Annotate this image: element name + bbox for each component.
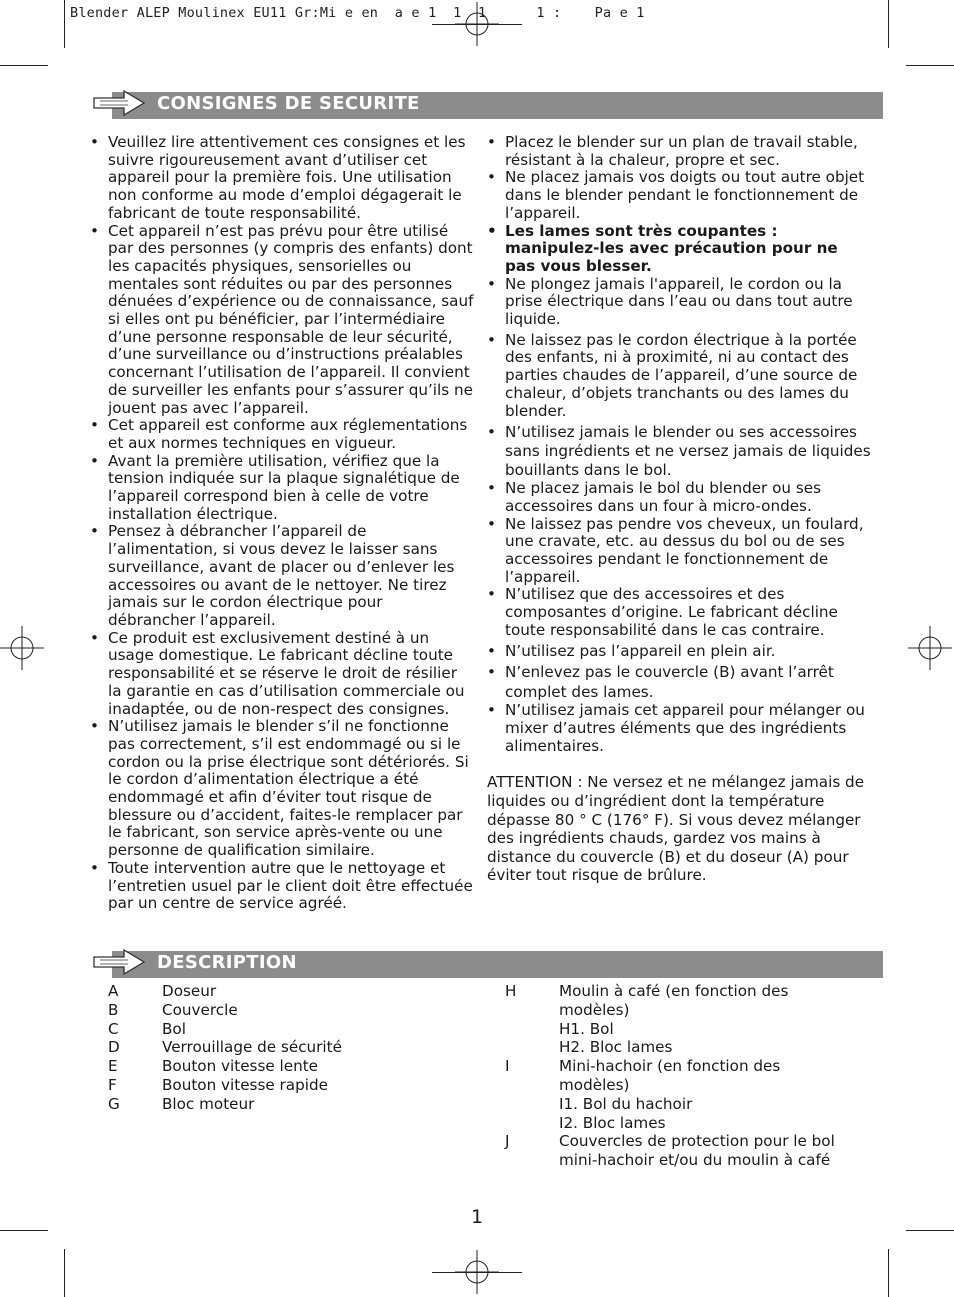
description-item [108,1057,468,1076]
section-title: DESCRIPTION [157,952,297,973]
description-item [108,1001,468,1020]
description-list-right [505,982,850,1170]
safety-item: • Avant la première utilisation, vérifiez que la tension indiquée sur la plaque signalétique de l’appareil correspond bien à celle de votre installation électrique. [90,453,474,524]
description-item [505,1114,850,1133]
safety-item: • Ne laissez pas le cordon électrique à la portée des enfants, ni à proximité, ni au contact des parties chaudes de l’appareil, d’une source de chaleur, d’objets tranchants ou des lames du blender. [487,332,871,421]
safety-item: • Ne placez jamais vos doigts ou tout autre objet dans le blender pendant le fonctionnement de l’appareil. [487,169,871,222]
item-label: Couvercles de protection pour le bol mini-hachoir et/ou du moulin à café [559,1132,835,1170]
item-label: Bol [162,1019,186,1038]
crop-mark [0,1230,48,1231]
item-letter: B [108,1000,119,1019]
registration-mark-icon [908,626,952,670]
item-letter: H [505,982,517,1000]
item-label: Moulin à café (en fonction des modèles) [559,982,789,1019]
attention-text: Ne versez et ne mélangez jamais de liquides ou d’ingrédient dont la température dépasse 80 ° C (176° F). Si vous devez mélanger des ingrédients chauds, gardez vos mains à distance du couvercle (B) et du doseur (A) pour éviter tout risque de brûlure. [487,773,865,885]
crop-mark [906,1230,954,1231]
description-item [108,1095,468,1114]
safety-item: • Ne laissez pas pendre vos cheveux, un foulard, une cravate, etc. au dessus du bol ou de ses accessoires pendant le fonctionnement de l’appareil. [487,516,871,587]
item-letter [505,1038,559,1057]
description-item [505,1038,850,1057]
crop-mark [64,1249,65,1297]
item-letter: C [108,1019,119,1038]
description-item [108,1038,468,1057]
item-letter [505,1020,559,1039]
crop-mark [888,0,889,48]
safety-item: • Cet appareil est conforme aux réglementations et aux normes techniques en vigueur. [90,417,474,452]
safety-item: • Ce produit est exclusivement destiné à un usage domestique. Le fabricant décline toute responsabilité et se réserve le droit de résilier la garantie en cas d’utilisation commerciale ou inadaptée, ou de non-respect des consignes. [90,630,474,719]
safety-item: • Pensez à débrancher l’appareil de l’alimentation, si vous devez le laisser sans surveillance, avant de placer ou d’enlever les accessoires ou avant de le nettoyer. Ne tirez jamais sur le cordon électrique pour débrancher l’appareil. [90,523,474,629]
safety-item: • N’utilisez jamais le blender s’il ne fonctionne pas correctement, s’il est endommagé ou si le cordon ou la prise électrique sont détériorés. Si le cordon d’alimentation électrique a été endommagé et afin d’éviter tout risque de blessure ou d’accident, faites-le remplacer par le fabricant, son service après-vente ou une personne de qualification similaire. [90,718,474,860]
item-label: H1. Bol [559,1019,614,1038]
page-number: 1 [471,1206,484,1228]
item-letter: G [108,1094,120,1113]
item-letter: F [108,1075,117,1094]
item-letter [505,1114,559,1133]
item-letter: I [505,1057,510,1076]
item-label: Doseur [162,982,217,1000]
arrow-icon [92,88,146,118]
safety-item: • N’enlevez pas le couvercle (B) avant l’arrêt complet des lames. [487,663,871,702]
safety-item: • N’utilisez jamais cet appareil pour mélanger ou mixer d’autres éléments que des ingrédients alimentaires. [487,702,871,755]
safety-item: • N’utilisez que des accessoires et des composantes d’origine. Le fabricant décline toute responsabilité dans le cas contraire. [487,586,871,639]
description-item [108,982,468,1001]
crop-mark [906,65,954,66]
safety-item: • Veuillez lire attentivement ces consignes et les suivre rigoureusement avant d’utiliser cet appareil pour la première fois. Une utilisation non conforme au mode d’emploi dégagerait le fabricant de toute responsabilité. [90,134,474,223]
crop-mark [0,65,48,66]
section-title: CONSIGNES DE SECURITE [157,93,420,114]
item-letter: J [505,1132,510,1151]
item-letter: D [108,1038,120,1057]
safety-column-right [487,134,871,885]
safety-item: • Placez le blender sur un plan de travail stable, résistant à la chaleur, propre et sec. [487,134,871,169]
item-label: Couvercle [162,1000,238,1019]
safety-item: • N’utilisez pas l’appareil en plein air. [487,643,871,661]
description-item [505,1095,850,1114]
item-label: Bouton vitesse lente [162,1057,319,1076]
item-label: Mini-hachoir (en fonction des modèles) [559,1057,781,1094]
item-label: I2. Bloc lames [559,1113,666,1132]
print-header: Blender ALEP Moulinex EU11 Gr:Mi e en a e 1 1 1 1 : Pa e 1 [70,5,645,21]
item-label: Verrouillage de sécurité [162,1038,342,1057]
safety-item: • Ne plongez jamais l'appareil, le cordon ou la prise électrique dans l’eau ou dans tout autre liquide. [487,276,871,329]
item-label: I1. Bol du hachoir [559,1094,693,1113]
description-item [505,982,850,1020]
item-label: Bloc moteur [162,1094,255,1113]
safety-column-left [90,134,474,913]
item-label: H2. Bloc lames [559,1038,673,1057]
attention-label: ATTENTION : [487,773,583,792]
safety-item: • N’utilisez jamais le blender ou ses accessoires sans ingrédients et ne versez jamais de liquides bouillants dans le bol. [487,423,871,480]
safety-item: • Cet appareil n’est pas prévu pour être utilisé par des personnes (y compris des enfants) dont les capacités physiques, sensorielles ou mentales sont réduites ou par des personnes dénuées d’expérience ou de connaissance, sauf si elles ont pu bénéficier, par l’intermédiaire d’une personne responsable de leur sécurité, d’une surveillance ou d’instructions préalables concernant l’utilisation de l’appareil. Il convient de surveiller les enfants pour s’assurer qu’ils ne jouent pas avec l’appareil. [90,223,474,418]
crop-mark [64,0,65,48]
description-item [505,1057,850,1095]
crop-mark [432,1272,522,1273]
safety-item: • Ne placez jamais le bol du blender ou ses accessoires dans un four à micro-ondes. [487,480,871,515]
item-letter: E [108,1057,118,1076]
arrow-icon [92,947,146,977]
crop-mark [888,1249,889,1297]
description-item [505,1132,850,1170]
safety-item: • Toute intervention autre que le nettoyage et l’entretien usuel par le client doit être effectuée par un centre de service agréé. [90,860,474,913]
item-letter: A [108,982,119,1000]
description-item [505,1020,850,1039]
item-label: Bouton vitesse rapide [162,1075,328,1094]
attention-paragraph [487,773,871,885]
registration-mark-icon [0,626,44,670]
safety-item-warning: • Les lames sont très coupantes : manipulez-les avec précaution pour ne pas vous blesser. [487,223,871,276]
description-list-left [108,982,468,1114]
description-item [108,1076,468,1095]
crop-mark [432,24,522,25]
description-item [108,1020,468,1039]
item-letter [505,1095,559,1114]
